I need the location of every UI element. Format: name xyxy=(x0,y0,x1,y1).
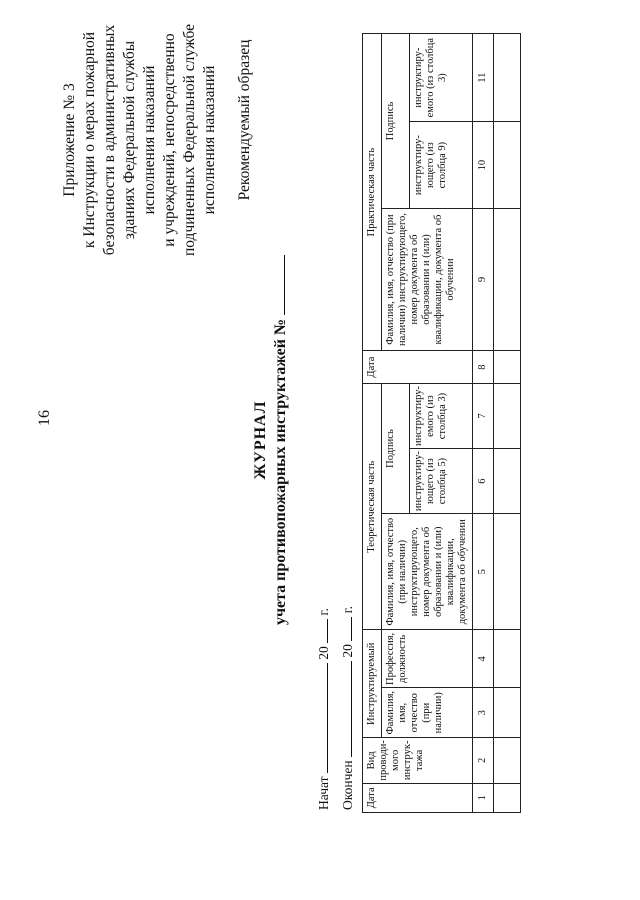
header-theory: Теоретическая часть xyxy=(363,384,382,630)
appendix-line: безопасности в административных xyxy=(101,24,118,256)
year-prefix: 20 xyxy=(316,646,331,660)
end-date-blank[interactable] xyxy=(339,661,352,757)
header-instruction-type: Вид проводи-мого инструк-тажа xyxy=(363,738,473,783)
end-date-row xyxy=(336,490,360,810)
appendix-note xyxy=(60,10,220,270)
start-year-blank[interactable] xyxy=(315,619,328,643)
title-subtitle xyxy=(270,230,290,650)
column-number: 9 xyxy=(473,208,494,350)
column-number: 4 xyxy=(473,630,494,688)
column-number: 11 xyxy=(473,34,494,122)
recommended-sample-label: Рекомендуемый образец xyxy=(236,39,253,201)
start-label: Начат xyxy=(316,776,331,810)
table-cell[interactable] xyxy=(494,449,521,514)
column-number: 3 xyxy=(473,688,494,738)
table-cell[interactable] xyxy=(494,514,521,630)
header-row-2 xyxy=(382,34,410,813)
table-cell[interactable] xyxy=(494,384,521,449)
appendix-line: зданиях Федеральной службы xyxy=(121,40,138,240)
table-row-blank xyxy=(494,34,521,813)
table-cell[interactable] xyxy=(494,688,521,738)
header-sig-instructor-9: инструктиру-ющего (из столбца 9) xyxy=(409,122,472,209)
header-date-2: Дата xyxy=(363,351,473,384)
header-theory-signature: Подпись xyxy=(382,384,410,514)
header-sig-instructed-3: инструктиру-емого (из столбца 3) xyxy=(409,384,472,449)
table-cell[interactable] xyxy=(494,630,521,688)
header-theory-instructor: Фамилия, имя, отчество (при наличии) инструктирующего, номер документа об образовании и (или) квалификации, документа об обучении xyxy=(382,514,473,630)
journal-number-blank[interactable] xyxy=(270,255,285,315)
header-practice-signature: Подпись xyxy=(382,34,410,209)
column-number-row xyxy=(473,34,494,813)
start-date-row xyxy=(312,490,336,810)
end-label: Окончен xyxy=(340,760,355,810)
start-end-dates xyxy=(312,490,360,810)
header-practice-instructor: Фамилия, имя, отчество (при наличии) инструктирующего, номер документа об образовании и (или) квалификации, документа об обучении xyxy=(382,208,473,350)
end-year-blank[interactable] xyxy=(339,617,352,641)
appendix-line: Приложение № 3 xyxy=(61,83,78,197)
table-cell[interactable] xyxy=(494,208,521,350)
appendix-line: исполнения наказаний xyxy=(141,65,158,215)
appendix-line: к Инструкции о мерах пожарной xyxy=(81,31,98,249)
column-number: 1 xyxy=(473,783,494,812)
year-suffix: г. xyxy=(340,606,355,614)
title-subtitle-text: учета противопожарных инструктажей № xyxy=(272,318,289,626)
appendix-line: и учреждений, непосредственно xyxy=(161,33,178,247)
appendix-line: исполнения наказаний xyxy=(201,65,218,215)
title-journal: ЖУРНАЛ xyxy=(252,400,269,480)
header-row-1 xyxy=(363,34,382,813)
start-date-blank[interactable] xyxy=(315,663,328,773)
year-suffix: г. xyxy=(316,608,331,616)
header-sig-instructed-3b: инструктиру-емого (из столбца 3) xyxy=(409,34,472,122)
header-profession: Профессия, должность xyxy=(382,630,473,688)
header-date: Дата xyxy=(363,783,473,812)
column-number: 2 xyxy=(473,738,494,783)
instruction-journal-table xyxy=(362,33,521,813)
table-cell[interactable] xyxy=(494,122,521,209)
table-cell[interactable] xyxy=(494,34,521,122)
table-cell[interactable] xyxy=(494,738,521,783)
column-number: 5 xyxy=(473,514,494,630)
appendix-line: подчиненных Федеральной службе xyxy=(181,23,198,257)
column-number: 7 xyxy=(473,384,494,449)
header-sig-instructor-5: инструктиру-ющего (из столбца 5) xyxy=(409,449,472,514)
column-number: 8 xyxy=(473,351,494,384)
header-practice: Практическая часть xyxy=(363,34,382,351)
header-instructed-name: Фамилия, имя, отчество (при наличии) xyxy=(382,688,473,738)
column-number: 6 xyxy=(473,449,494,514)
table-cell[interactable] xyxy=(494,351,521,384)
year-prefix: 20 xyxy=(340,644,355,658)
column-number: 10 xyxy=(473,122,494,209)
header-instructed: Инструктируемый xyxy=(363,630,382,738)
table-cell[interactable] xyxy=(494,783,521,812)
journal-title xyxy=(252,230,290,650)
page-number: 16 xyxy=(36,410,53,426)
